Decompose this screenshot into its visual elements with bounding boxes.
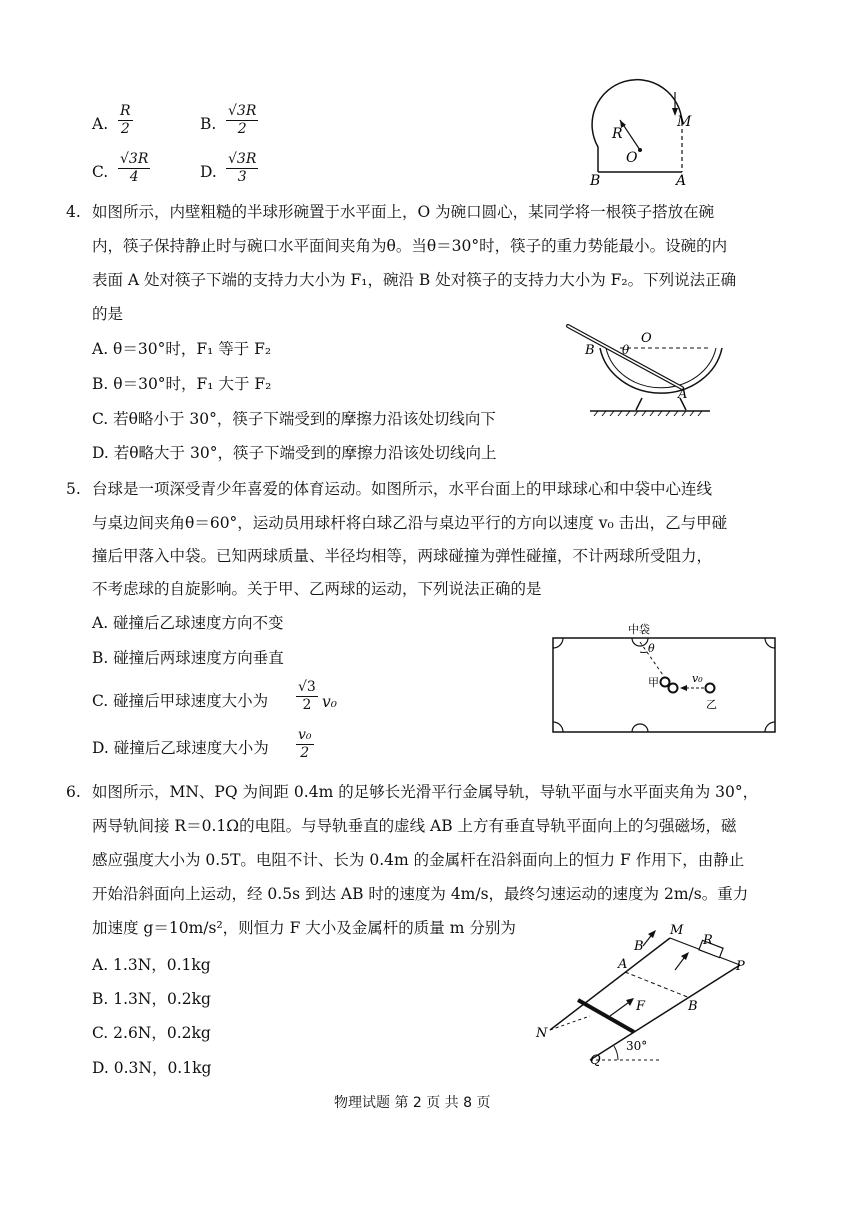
q5-number: 5.	[66, 480, 81, 498]
q6-fig-r-label: R	[703, 933, 713, 948]
q5-stem-line3: 撞后甲落入中袋。已知两球质量、半径均相等，两球碰撞为弹性碰撞，不计两球所受阻力，	[92, 547, 713, 565]
q3-option-d-label: D.	[200, 163, 217, 181]
q4-stem-line3: 表面 A 处对筷子下端的支持力大小为 F₁，碗沿 B 处对筷子的支持力大小为 F₂。下列说法正确	[92, 271, 737, 289]
q4-stem-line2: 内，筷子保持静止时与碗口水平面间夹角为θ。当θ＝30°时，筷子的重力势能最小。设碗的内	[92, 237, 728, 255]
q5-fig-pocket-label: 中袋	[628, 623, 650, 636]
q6-option-d: D. 0.3N，0.1kg	[92, 1059, 212, 1077]
q5-fig-theta-label: θ	[648, 642, 655, 655]
fraction-numerator: √3R	[228, 103, 257, 119]
q5-stem-line1: 台球是一项深受青少年喜爱的体育运动。如图所示，水平台面上的甲球球心和中袋中心连线	[92, 480, 713, 498]
q6-stem-line3: 感应强度大小为 0.5T。电阻不计、长为 0.4m 的金属杆在沿斜面向上的恒力 F 作用下，由静止	[92, 851, 745, 869]
q5-figure	[550, 620, 780, 735]
q6-stem-line4: 开始沿斜面向上运动，经 0.5s 到达 AB 时的速度为 4m/s，最终匀速运动的速度为 2m/s。重力	[92, 885, 749, 903]
q3-figure	[588, 92, 698, 187]
q6-number: 6.	[66, 783, 81, 801]
q6-option-a: A. 1.3N，0.1kg	[92, 956, 211, 974]
q3-option-a-label: A.	[92, 115, 109, 133]
q6-fig-p-label: P	[736, 959, 745, 974]
q3-option-b-label: B.	[200, 115, 217, 133]
q4-option-d: D. 若θ略大于 30°，筷子下端受到的摩擦力沿该处切线向上	[92, 444, 497, 462]
q4-fig-a-label: A	[678, 387, 688, 402]
fraction-numerator: v₀	[298, 727, 312, 743]
q5-option-d: D. 碰撞后乙球速度大小为	[92, 739, 269, 757]
fraction-numerator: R	[120, 103, 131, 119]
q6-option-c: C. 2.6N，0.2kg	[92, 1024, 211, 1042]
q3-fig-o-label: O	[626, 150, 638, 166]
q6-fig-m-label: M	[670, 923, 684, 938]
q4-stem-line1: 如图所示，内壁粗糙的半球形碗置于水平面上，O 为碗口圆心，某同学将一根筷子搭放在碗	[92, 203, 715, 221]
q5-stem-line2: 与桌边间夹角θ＝60°，运动员用球杆将白球乙沿与桌边平行的方向以速度 v₀ 击出，乙与甲碰	[92, 514, 728, 532]
q3-option-d-fraction	[226, 151, 258, 186]
q3-fig-r-label: R	[612, 126, 623, 142]
q5-option-c-v0: v₀	[322, 693, 337, 711]
q4-option-b: B. θ＝30°时，F₁ 大于 F₂	[92, 375, 272, 393]
q6-fig-q-label: Q	[590, 1053, 601, 1068]
fraction-denominator: 2	[300, 745, 310, 761]
q6-figure	[530, 920, 790, 1070]
q5-option-b: B. 碰撞后两球速度方向垂直	[92, 649, 284, 667]
fraction-denominator: 2	[302, 697, 312, 713]
q3-option-b-fraction	[226, 103, 258, 138]
q4-option-a: A. θ＝30°时，F₁ 等于 F₂	[92, 340, 272, 358]
q6-fig-a-label: A	[618, 957, 628, 972]
q5-fig-yi-label: 乙	[706, 698, 717, 711]
q5-option-d-fraction	[296, 727, 314, 762]
q6-fig-f-label: F	[636, 999, 646, 1014]
fraction-denominator: 2	[237, 121, 247, 137]
fraction-denominator: 2	[120, 121, 130, 137]
fraction-denominator: 3	[237, 169, 247, 185]
q4-fig-o-label: O	[641, 331, 652, 346]
q4-number: 4.	[66, 203, 81, 221]
q5-fig-v0-label: v₀	[692, 672, 703, 685]
page-footer: 物理试题 第 2 页 共 8 页	[334, 1095, 491, 1111]
q5-stem-line4: 不考虑球的自旋影响。关于甲、乙两球的运动，下列说法正确的是	[92, 580, 542, 598]
q6-stem-line5: 加速度 g＝10m/s²，则恒力 F 大小及金属杆的质量 m 分别为	[92, 919, 516, 937]
fraction-denominator: 4	[129, 169, 139, 185]
q5-option-c-fraction	[296, 679, 318, 714]
q6-option-b: B. 1.3N，0.2kg	[92, 990, 211, 1008]
q3-option-c-label: C.	[92, 163, 109, 181]
q3-fig-a-label: A	[676, 173, 687, 189]
fraction-numerator: √3R	[120, 151, 149, 167]
q4-stem-line4: 的是	[92, 305, 124, 323]
q6-stem-line1: 如图所示，MN、PQ 为间距 0.4m 的足够长光滑平行金属导轨，导轨平面与水平面夹角为 30°，	[92, 783, 759, 801]
q4-option-c: C. 若θ略小于 30°，筷子下端受到的摩擦力沿该处切线向下	[92, 410, 496, 428]
fraction-numerator: √3R	[228, 151, 257, 167]
q6-fig-angle-label: 30°	[626, 1039, 648, 1053]
q5-option-a: A. 碰撞后乙球速度方向不变	[92, 614, 284, 632]
q4-fig-b-label: B	[585, 343, 595, 358]
q4-figure	[560, 320, 720, 420]
q6-fig-b2-label: B	[688, 999, 698, 1014]
q3-option-c-fraction	[118, 151, 150, 186]
q3-option-a-fraction	[118, 103, 133, 138]
q6-fig-b1-label: B	[634, 939, 644, 954]
q5-fig-jia-label: 甲	[648, 676, 659, 689]
fraction-numerator: √3	[298, 679, 316, 695]
q3-fig-m-label: M	[677, 114, 692, 130]
q4-fig-theta-label: θ	[622, 343, 630, 357]
q5-option-c: C. 碰撞后甲球速度大小为	[92, 692, 269, 710]
q3-fig-b-label: B	[590, 173, 601, 189]
q6-stem-line2: 两导轨间接 R＝0.1Ω的电阻。与导轨垂直的虚线 AB 上方有垂直导轨平面向上的匀强磁场，磁	[92, 817, 737, 835]
q6-fig-n-label: N	[536, 1026, 548, 1041]
